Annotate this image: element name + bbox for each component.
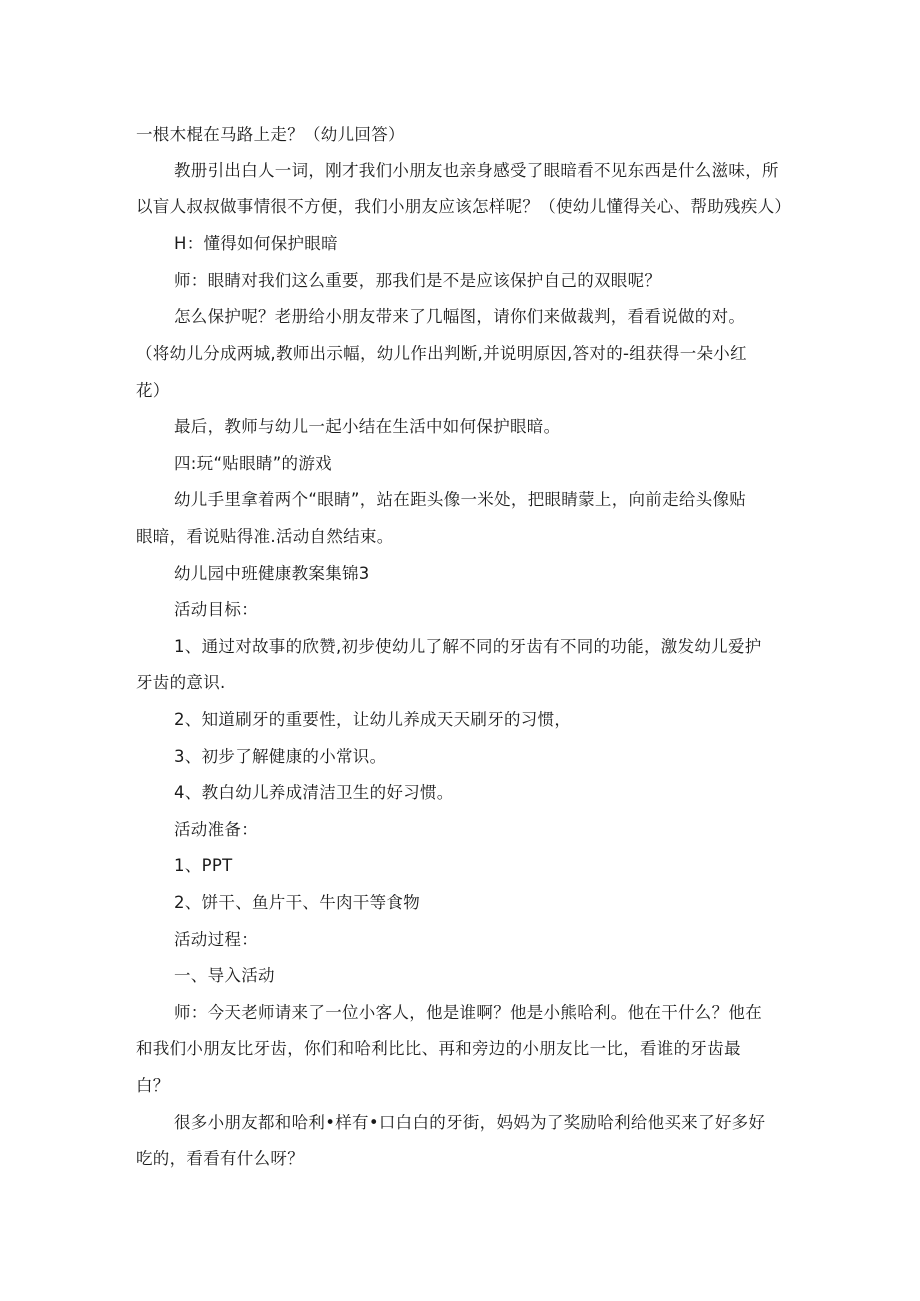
text-line: 四:玩“贴眼睛”的游戏 xyxy=(174,454,332,473)
text-line: 以盲人叔叔做事情很不方便，我们小朋友应该怎样呢？（使幼儿懂得关心、帮助残疾人） xyxy=(136,197,792,216)
text-line: 活动目标： xyxy=(174,600,258,619)
text-line: 很多小朋友都和哈利•样有•口白白的牙街，妈妈为了奖励哈利给他买来了好多好 xyxy=(174,1113,766,1132)
text-line: 活动过程： xyxy=(174,930,258,949)
text-line: 幼儿手里拿着两个“眼睛”，站在距头像一米处，把眼睛蒙上，向前走给头像贴 xyxy=(174,490,747,509)
text-line: 师：眼睛对我们这么重要，那我们是不是应该保护自己的双眼呢？ xyxy=(174,271,662,290)
text-line: H：懂得如何保护眼暗 xyxy=(174,234,338,253)
text-line: 2、知道刷牙的重要性，让幼儿养成天天刷牙的习惯， xyxy=(174,710,572,729)
section-heading: 幼儿园中班健康教案集锦3 xyxy=(174,564,370,583)
text-line: 白？ xyxy=(136,1076,170,1095)
text-line: 3、初步了解健康的小常识。 xyxy=(174,747,387,766)
text-line: 4、教白幼儿养成清洁卫生的好习惯。 xyxy=(174,783,454,802)
text-line: （将幼儿分成两城,教师出示幅，幼儿作出判断,并说明原因,答对的-组获得一朵小红 xyxy=(136,344,747,363)
text-line: 眼暗，看说贴得准.活动自然结束。 xyxy=(136,527,394,546)
text-line: 活动准备： xyxy=(174,820,258,839)
text-line: 花） xyxy=(136,381,170,400)
text-line: 1、PPT xyxy=(174,856,233,875)
text-line: 和我们小朋友比牙齿，你们和哈利比比、再和旁边的小朋友比一比，看谁的牙齿最 xyxy=(136,1039,741,1058)
text-line: 教册引出白人一词，刚才我们小朋友也亲身感受了眼暗看不见东西是什么滋味，所 xyxy=(174,161,779,180)
text-line: 怎么保护呢？老册给小朋友带来了几幅图，请你们来做裁判，看看说做的对。 xyxy=(174,307,746,326)
text-line: 师：今天老师请来了一位小客人，他是谁啊？他是小熊哈利。他在干什么？他在 xyxy=(174,1003,762,1022)
text-line: 一、导入活动 xyxy=(174,966,275,985)
text-line: 一根木棍在马路上走？（幼儿回答） xyxy=(136,125,405,144)
text-line: 2、饼干、鱼片干、牛肉干等食物 xyxy=(174,893,420,912)
text-line: 最后，教师与幼儿一起小结在生活中如何保护眼暗。 xyxy=(174,417,561,436)
text-line: 牙齿的意识. xyxy=(136,673,226,692)
text-line: 1、通过对故事的欣赞,初步使幼儿了解不同的牙齿有不同的功能，激发幼儿爱护 xyxy=(174,637,762,656)
text-line: 吃的，看看有什么呀？ xyxy=(136,1149,304,1168)
